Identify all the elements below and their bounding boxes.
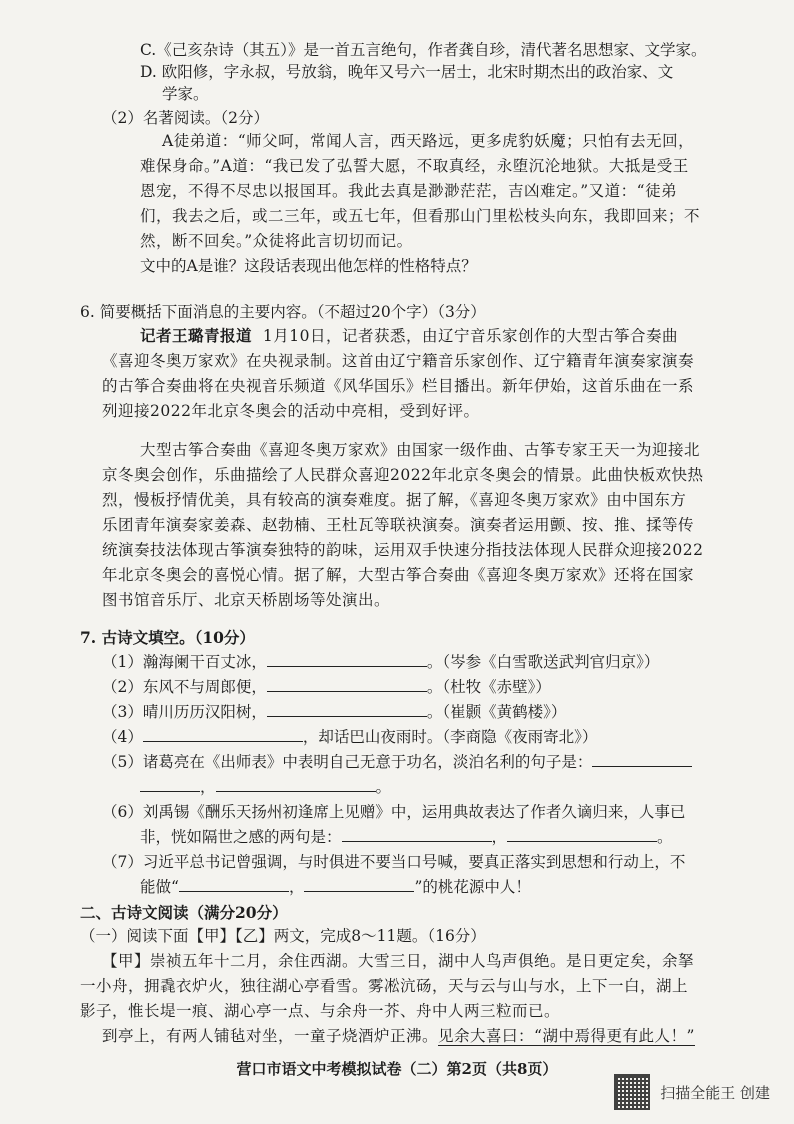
q7-item-4 (102, 727, 597, 747)
q7-item-2-prompt: （2）东风不与周郎便， (102, 678, 267, 696)
q7-item-4-prompt: （4） (102, 728, 143, 746)
q6-paragraph1-line: 《喜迎冬奥万家欢》在央视录制。这首由辽宁籍音乐家创作、辽宁籍青年演奏家演奏 (102, 352, 695, 370)
q7-item-6-continued (140, 827, 673, 847)
q7-item-3-prompt: （3）晴川历历汉阳树， (102, 703, 267, 721)
q7-item-4-source: ，却话巴山夜雨时。（李商隐《夜雨寄北》） (302, 728, 598, 746)
answer-blank[interactable] (507, 827, 657, 842)
passage-jia-line: 一小舟，拥毳衣炉火，独往湖心亭看雪。雾凇沆砀，天与云与山与水，上下一白，湖上 (80, 977, 689, 995)
q6-paragraph1-line1 (140, 326, 678, 346)
q6-paragraph2-line: 年北京冬奥会的喜悦心情。据了解，大型古筝合奏曲《喜迎冬奥万家欢》还将在国家 (102, 566, 695, 584)
passage-jia-last-line (102, 1026, 695, 1046)
answer-blank[interactable] (267, 677, 427, 692)
underlined-sentence: 见余大喜曰：“湖中焉得更有此人！” (438, 1027, 695, 1045)
q6-title: 6. 简要概括下面消息的主要内容。（不超过20个字）（3分） (80, 303, 486, 321)
option-c: C.《己亥杂诗（其五）》是一首五言绝句，作者龚自珍，清代著名思想家、文学家。 (140, 41, 707, 59)
passage-jia-line: 【甲】崇祯五年十二月，余住西湖。大雪三日，湖中人鸟声俱绝。是日更定矣，余拏 (102, 952, 695, 970)
q6-paragraph1-line: 的古筝合奏曲将在央视音乐频道《风华国乐》栏目播出。新年伊始，这首乐曲在一系 (102, 377, 695, 395)
section-2-subtitle: （一）阅读下面【甲】【乙】两文，完成8～11题。（16分） (80, 927, 486, 945)
q7-title: 7. 古诗文填空。（10分） (80, 628, 255, 647)
q6-paragraph2-line: 统演奏技法体现古筝演奏独特的韵味，运用双手快速分指技法体现人民群众迎接2022 (102, 541, 704, 559)
q7-item-7-continued (140, 877, 531, 897)
q6-paragraph2-line: 乐团青年演奏家姜森、赵勃楠、王杜瓦等联袂演奏。演奏者运用颤、按、推、揉等传 (102, 516, 695, 534)
section-2-title: 二、古诗文阅读（满分20分） (80, 903, 288, 922)
answer-blank[interactable] (179, 877, 289, 892)
q5-2-question: 文中的A是谁？这段话表现出他怎样的性格特点？ (140, 257, 477, 275)
q5-2-line: 难保身命。”A道：“我已发了弘誓大愿，不取真经，永堕沉沦地狱。大抵是受王 (140, 157, 689, 175)
answer-blank[interactable] (267, 652, 427, 667)
q7-item-3 (102, 702, 566, 722)
reporter-byline: 记者王璐青报道 (140, 326, 253, 345)
q5-2-line: 恩宠，不得不尽忠以报国耳。我此去真是渺渺茫茫，吉凶难定。”又道：“徒弟 (140, 182, 678, 200)
q7-item-1 (102, 652, 659, 672)
answer-blank[interactable] (342, 827, 492, 842)
answer-blank[interactable] (143, 727, 303, 742)
q6-p1-text: 1月10日，记者获悉，由辽宁音乐家创作的大型古筝合奏曲 (262, 327, 678, 345)
q5-2-line: 然，断不回矣。”众徒将此言切切而记。 (140, 232, 413, 250)
passage-jia-line: 影子，惟长堤一痕、湖心亭一点、与余舟一芥、舟中人两三粒而已。 (80, 1002, 561, 1020)
punctuation: ， (288, 878, 305, 896)
scanner-watermark (614, 1074, 770, 1110)
page-footer: 营口市语文中考模拟试卷（二）第2页（共8页） (236, 1060, 558, 1078)
answer-blank[interactable] (304, 877, 414, 892)
q5-2-line: A徒弟道：“师父呵，常闻人言，西天路远，更多虎豹妖魔；只怕有去无回， (162, 132, 695, 150)
q5-2-line: 们，我去之后，或二三年，或五七年，但看那山门里松枝头向东，我即回来；不 (140, 207, 701, 225)
q7-item-7-ending: ”的桃花源中人！ (414, 878, 531, 896)
q7-item-7: （7）习近平总书记曾强调，与时俱进不要当口号喊，要真正落实到思想和行动上，不 (102, 853, 686, 871)
q6-paragraph1-line: 列迎接2022年北京冬奥会的活动中亮相，受到好评。 (102, 402, 480, 420)
q7-item-5-prompt: （5）诸葛亮在《出师表》中表明自己无意于功名，淡泊名利的句子是： (102, 753, 593, 771)
punctuation: 。 (375, 778, 392, 796)
answer-blank[interactable] (592, 752, 692, 767)
q7-item-2-source: 。（杜牧《赤壁》） (426, 678, 551, 696)
q7-item-3-source: 。（崔颢《黄鹤楼》） (426, 703, 567, 721)
q7-item-5 (102, 752, 692, 772)
q7-item-1-source: 。（岑参《白雪歌送武判官归京》） (426, 653, 660, 671)
q7-item-2 (102, 677, 551, 697)
q7-item-6: （6）刘禹锡《酬乐天扬州初逢席上见赠》中，运用典故表达了作者久谪归来，人事已 (102, 803, 686, 821)
answer-blank[interactable] (267, 702, 427, 717)
punctuation: ， (200, 778, 216, 796)
punctuation: ， (491, 828, 508, 846)
passage-text: 到亭上，有两人铺毡对坐，一童子烧酒炉正沸。 (102, 1027, 439, 1045)
option-d-line1: D. 欧阳修，字永叔，号放翁，晚年又号六一居士，北宋时期杰出的政治家、文 (140, 63, 674, 81)
q7-item-5-continued (140, 777, 391, 797)
qr-code-icon (614, 1074, 650, 1110)
q5-2-title: （2）名著阅读。（2分） (102, 109, 269, 127)
q6-paragraph2-line: 京冬奥会创作，乐曲描绘了人民群众喜迎2022年北京冬奥会的情景。此曲快板欢快热 (102, 466, 704, 484)
q7-item-6-prompt: 非，恍如隔世之感的两句是： (140, 828, 342, 846)
q7-item-7-prompt: 能做“ (140, 878, 179, 896)
q7-item-1-prompt: （1）瀚海阑干百丈冰， (102, 653, 267, 671)
q6-paragraph2-line: 烈，慢板抒情优美，具有较高的演奏难度。据了解，《喜迎冬奥万家欢》由中国东方 (102, 491, 687, 509)
answer-blank[interactable] (216, 777, 376, 792)
answer-blank[interactable] (140, 777, 200, 792)
punctuation: 。 (657, 828, 673, 846)
option-d-line2: 学家。 (162, 85, 209, 103)
q6-paragraph2-line: 大型古筝合奏曲《喜迎冬奥万家欢》由国家一级作曲、古筝专家王天一为迎接北 (140, 441, 701, 459)
scanner-label: 扫描全能王 创建 (660, 1083, 770, 1102)
q6-paragraph2-line: 图书馆音乐厅、北京天桥剧场等处演出。 (102, 591, 391, 609)
